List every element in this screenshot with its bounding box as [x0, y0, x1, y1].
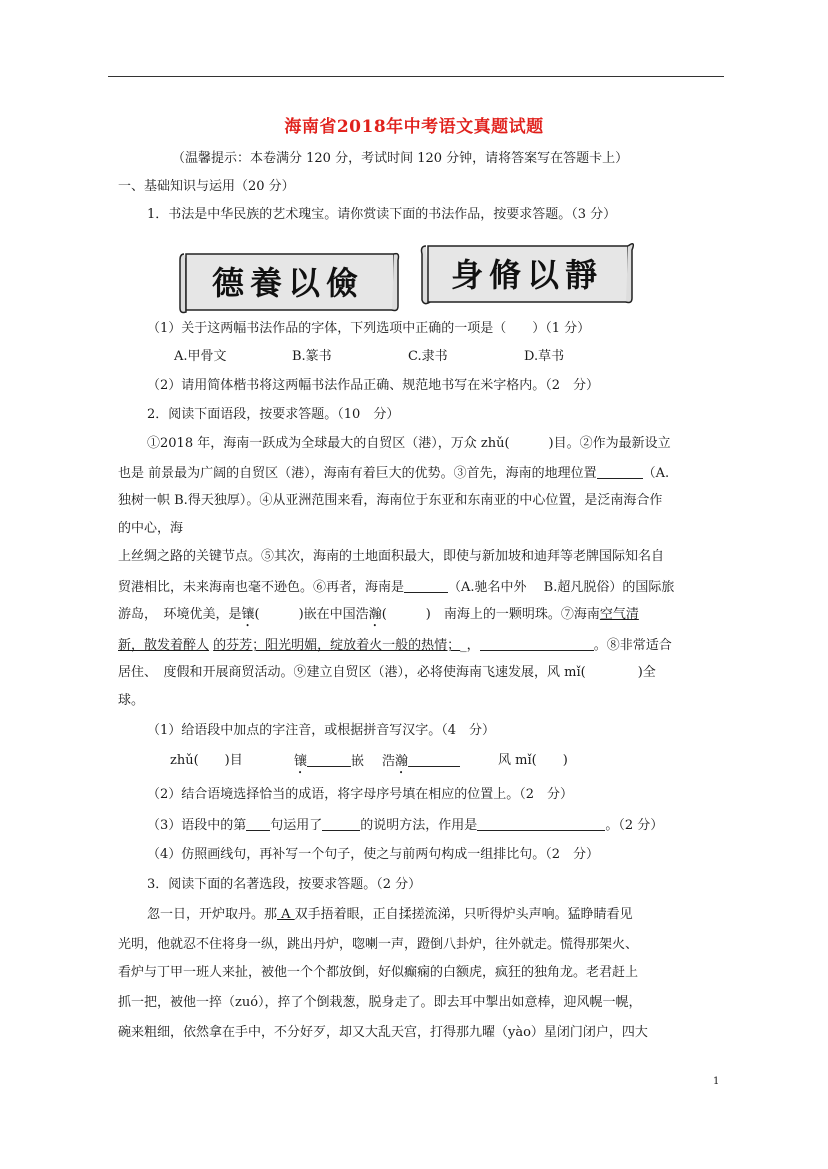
q2-sub2: （2）结合语境选择恰当的成语，将字母序号填在相应的位置上。（2 分） — [147, 787, 574, 802]
passage-text: ( )嵌在中国浩 — [254, 607, 369, 622]
q3-excerpt-line-5: 碗来粗细，依然拿在手中，不分好歹，却又大乱天宫，打得那九曜（yào）星闭门闭户，四大 — [118, 1025, 648, 1040]
passage-text: ( ) 南海上的一颗明珠。⑦海南 — [381, 607, 600, 622]
underlined-text: 空气清 — [599, 607, 639, 622]
q2-passage-line-10: 球。 — [118, 693, 145, 708]
section-heading: 一、基础知识与运用（20 分） — [118, 179, 295, 194]
passage-text: （A. — [642, 466, 670, 481]
q3-excerpt-line-2: 光明，他就忍不住将身一纵，跳出丹炉，唿喇一声，蹬倒八卦炉，往外就走。慌得那架火、 — [118, 937, 639, 952]
q2-passage-line-8 — [118, 636, 672, 655]
answer-blank[interactable] — [322, 816, 360, 831]
q2-passage-line-1: ①2018 年，海南一跃成为全球最大的自贸区（港），万众 zhǔ( )目。②作为最新设立 — [147, 436, 671, 451]
dotted-char: 镶 — [294, 754, 308, 769]
q2-passage-line-9: 居住、 度假和开展商贸活动。⑨建立自贸区（港），必将使海南飞速发展，风 mǐ( )全 — [118, 665, 656, 680]
q2-passage-line-5: 上丝绸之路的关键节点。⑤其次，海南的土地面积最大，即使与新加坡和迪拜等老牌国际知名自 — [118, 549, 665, 564]
sub3-text: 。（2 分） — [605, 818, 664, 833]
excerpt-text: 双手捂着眼，正自揉搓流涕，只听得炉头声响。猛睁睛看见 — [294, 907, 633, 922]
passage-text: 游岛， 环境优美，是 — [118, 607, 242, 622]
q1-sub2: （2）请用简体楷书将这两幅书法作品正确、规范地书写在米字格内。（2 分） — [147, 378, 600, 393]
q2-passage-line-6 — [118, 578, 674, 597]
exam-tip: （温馨提示：本卷满分 120 分，考试时间 120 分钟，请将答案写在答题卡上） — [172, 151, 629, 166]
dotted-char: 镶 — [241, 607, 255, 622]
q2-sub1-item-4: 风 mǐ( ) — [498, 753, 568, 768]
q3-stem: 3．阅读下面的名著选段，按要求答题。（2 分） — [147, 877, 422, 892]
q1-option-c: C.隶书 — [408, 349, 448, 364]
answer-blank[interactable] — [404, 578, 448, 593]
q3-excerpt-line-3: 看炉与丁甲一班人来扯，被他一个个都放倒，好似癫痫的白额虎，疯狂的独角龙。老君赶上 — [118, 965, 639, 980]
passage-text: _， — [460, 638, 480, 653]
answer-blank[interactable] — [307, 752, 351, 767]
answer-blank[interactable] — [477, 816, 605, 831]
q3-excerpt-line-4: 抓一把，被他一捽（zuó），捽了个倒栽葱，脱身走了。即去耳中掣出如意棒，迎风幌一幌， — [118, 995, 642, 1010]
page-number: 1 — [713, 1076, 720, 1087]
q2-sub3 — [147, 816, 663, 835]
q2-sub1: （1）给语段中加点的字注音，或根据拼音写汉字。（4 分） — [147, 723, 496, 738]
q2-passage-line-2 — [118, 464, 669, 483]
underlined-mark: A — [277, 907, 295, 922]
sub3-text: 句运用了 — [270, 818, 323, 833]
q1-option-b: B.篆书 — [292, 349, 332, 364]
q2-sub4: （4）仿照画线句，再补写一个句子，使之与前两句构成一组排比句。（2 分） — [147, 847, 600, 862]
item-text: 嵌 — [351, 754, 365, 769]
answer-blank[interactable] — [408, 752, 460, 767]
dotted-char: 瀚 — [368, 607, 382, 622]
q1-option-d: D.草书 — [524, 349, 565, 364]
sub3-text: 的说明方法，作用是 — [360, 818, 478, 833]
underlined-text: 的芬芳；阳光明媚，绽放着火一般的热情； — [213, 638, 461, 653]
q3-excerpt-line-1 — [147, 906, 633, 924]
q2-passage-line-7 — [118, 606, 639, 630]
excerpt-text: 忽一日，开炉取丹。那 — [147, 907, 278, 922]
q1-sub1: （1）关于这两幅书法作品的字体，下列选项中正确的一项是（ ）（1 分） — [147, 321, 591, 336]
answer-blank[interactable] — [246, 816, 270, 831]
page-title: 海南省2018年中考语文真题试题 — [284, 117, 544, 137]
q2-passage-line-3: 独树一帜 B.得天独厚）。④从亚洲范围来看，海南位于东亚和东南亚的中心位置，是泛南海合作 — [118, 493, 663, 508]
passage-text: （A.驰名中外 B.超凡脱俗）的国际旅 — [448, 580, 675, 595]
q2-sub1-item-2 — [294, 752, 364, 777]
passage-text: 贸港相比，未来海南也毫不逊色。⑥再者，海南是 — [118, 580, 405, 595]
answer-blank[interactable] — [480, 636, 594, 651]
underlined-text: 新，散发着醉人 — [118, 638, 210, 653]
dotted-char: 瀚 — [395, 754, 409, 769]
calligraphy-text-1: 德養以儉 — [211, 264, 364, 302]
sub3-text: （3）语段中的第 — [147, 818, 247, 833]
q1-option-a: A.甲骨文 — [174, 349, 227, 364]
calligraphy-text-2: 身脩以靜 — [450, 256, 603, 294]
q1-stem: 1．书法是中华民族的艺术瑰宝。请你赏读下面的书法作品，按要求答题。（3 分） — [147, 207, 617, 222]
q2-sub1-item-1: zhǔ( )目 — [170, 753, 243, 768]
q2-sub1-item-3 — [382, 752, 460, 777]
header-rule — [108, 76, 724, 77]
passage-text: 也是 前景最为广阔的自贸区（港），海南有着巨大的优势。③首先，海南的地理位置 — [118, 466, 597, 481]
answer-blank[interactable] — [597, 464, 643, 479]
q2-stem: 2．阅读下面语段，按要求答题。（10 分） — [147, 407, 400, 422]
item-text: 浩 — [382, 754, 396, 769]
calligraphy-scroll-1 — [176, 246, 400, 316]
calligraphy-scroll-2 — [418, 238, 636, 308]
passage-text: 。⑧非常适合 — [593, 638, 672, 653]
q2-passage-line-4: 的中心，海 — [118, 521, 184, 536]
